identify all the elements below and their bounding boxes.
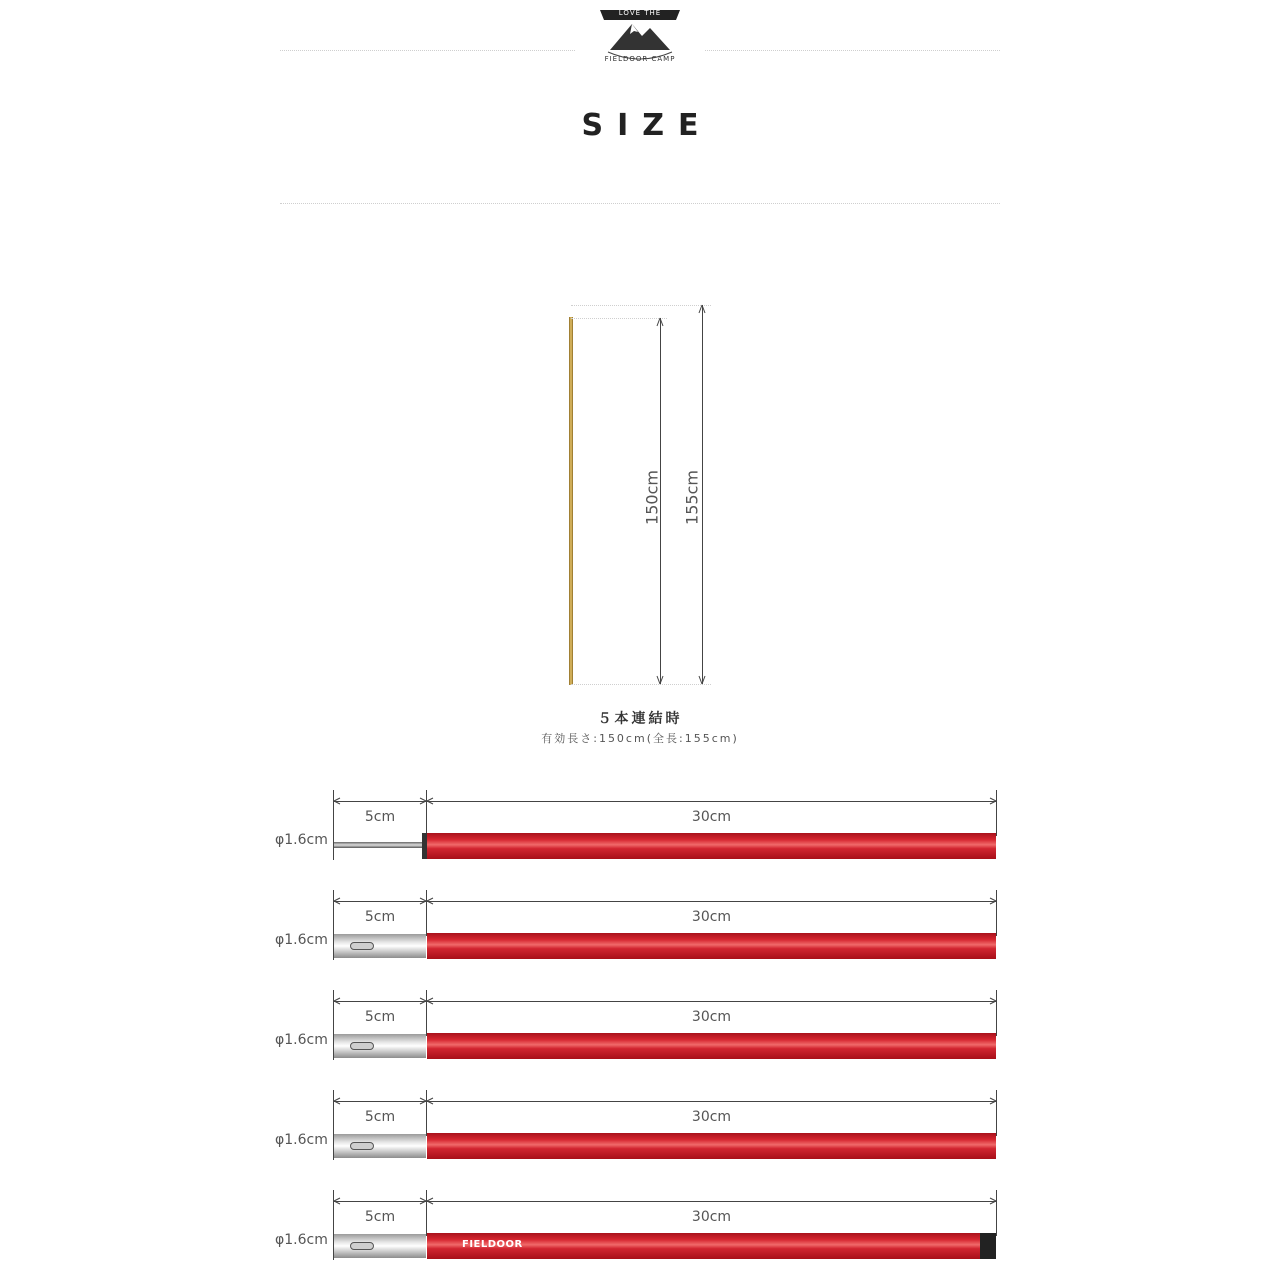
- dimension-arrows-icon: [330, 991, 1010, 1011]
- top-guide-effective: [571, 318, 667, 319]
- joint-length-label: 5cm: [364, 909, 396, 925]
- joint-length-label: 5cm: [364, 809, 396, 825]
- pole-length-label: 30cm: [691, 1109, 732, 1125]
- pole-tube: [427, 833, 996, 859]
- section-divider: [280, 203, 1000, 204]
- header-divider-right: [705, 50, 1000, 51]
- effective-length-label: 150cm: [642, 470, 662, 525]
- diameter-label: φ1.6cm: [275, 1132, 328, 1148]
- pole-length-label: 30cm: [691, 909, 732, 925]
- joint-length-label: 5cm: [364, 1109, 396, 1125]
- sleeve-slot-icon: [350, 1242, 374, 1250]
- joint-sleeve: [334, 1034, 426, 1058]
- joint-rod: [334, 842, 426, 848]
- top-guide-total: [571, 305, 711, 306]
- header-divider-left: [280, 50, 575, 51]
- diameter-label: φ1.6cm: [275, 1232, 328, 1248]
- sleeve-slot-icon: [350, 1042, 374, 1050]
- diameter-label: φ1.6cm: [275, 1032, 328, 1048]
- pole-tube: [427, 1133, 996, 1159]
- logo-text-top: LOVE THE: [618, 9, 662, 17]
- total-length-label: 155cm: [682, 470, 702, 525]
- joint-length-label: 5cm: [364, 1009, 396, 1025]
- sleeve-slot-icon: [350, 942, 374, 950]
- assembled-pole: [569, 317, 573, 685]
- joint-sleeve: [334, 934, 426, 958]
- sleeve-slot-icon: [350, 1142, 374, 1150]
- end-cap: [980, 1233, 996, 1259]
- page-title: SIZE: [581, 108, 713, 143]
- fieldoor-camp-logo: [590, 0, 690, 70]
- dimension-arrows-icon: [330, 1191, 1010, 1211]
- pole-tube: [427, 1033, 996, 1059]
- dimension-arrows-icon: [330, 1091, 1010, 1111]
- pole-length-label: 30cm: [691, 1209, 732, 1225]
- joint-length-label: 5cm: [364, 1209, 396, 1225]
- dimension-arrows-icon: [330, 891, 1010, 911]
- pole-length-label: 30cm: [691, 809, 732, 825]
- diameter-label: φ1.6cm: [275, 932, 328, 948]
- logo-text-bottom: FIELDOOR CAMP: [604, 55, 676, 63]
- pole-tube: [427, 933, 996, 959]
- bottom-guide: [571, 684, 711, 685]
- dimension-arrows-icon: [330, 791, 1010, 811]
- pole-length-label: 30cm: [691, 1009, 732, 1025]
- joint-sleeve: [334, 1134, 426, 1158]
- diameter-label: φ1.6cm: [275, 832, 328, 848]
- joint-sleeve: [334, 1234, 426, 1258]
- assembled-caption-sub: 有効長さ:150cm(全長:155cm): [541, 732, 739, 745]
- brand-label: FIELDOOR: [462, 1239, 523, 1250]
- assembled-caption-title: ５本連結時: [597, 711, 683, 727]
